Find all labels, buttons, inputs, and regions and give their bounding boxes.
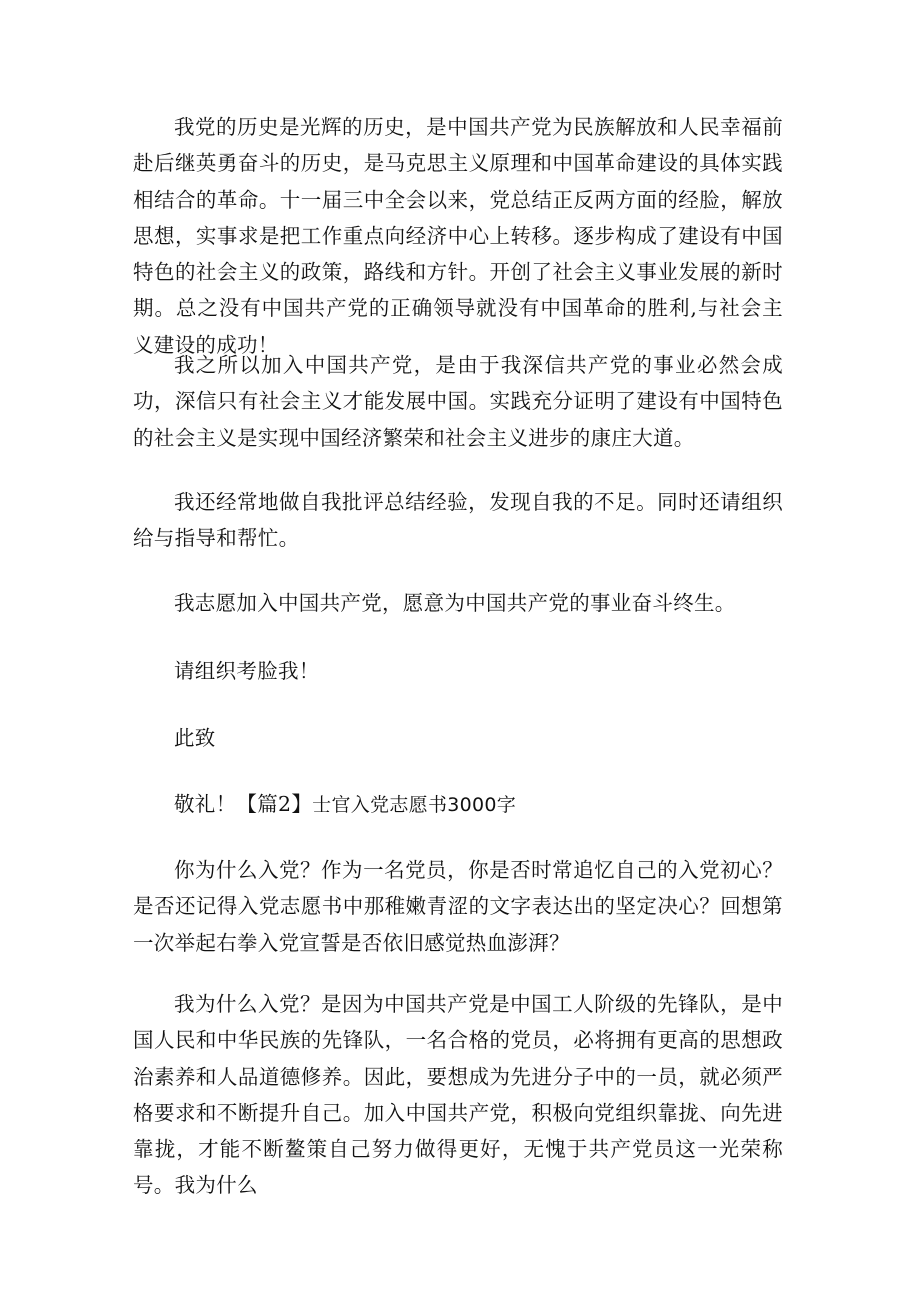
paragraph-ci-zhi: 此致	[174, 726, 216, 750]
salute-prefix: 敬礼！【篇2】	[174, 792, 313, 816]
paragraph-why-join-question: 你为什么入党？作为一名党员，你是否时常追忆自己的入党初心？是否还记得入党志愿书中那稚嫩青涩的文字表达出的坚定决心？回想第一次举起右拳入党宣誓是否依旧感觉热血澎湃？	[133, 858, 783, 955]
paragraph-party-history: 我党的历史是光辉的历史，是中国共产党为民族解放和人民幸福前赴后继英勇奋斗的历史，是马克思主义原理和中国革命建设的具体实践相结合的革命。十一届三中全会以来，党总结正反两方面的经脸，解放思想，实事求是把工作重点向经济中心上转移。逐步构成了建设有中国特色的社会主义的政策，路线和方针。开创了社会主义事业发展的新时期。总之没有中国共产党的正确领导就没有中国革命的胜利,与社会主义建设的成功！	[133, 115, 783, 357]
paragraph-request-test: 请组织考脸我！	[174, 659, 320, 683]
paragraph-reason-joining: 我之所以加入中国共产党，是由于我深信共产党的事业必然会成功，深信只有社会主义才能发展中国。实践充分证明了建设有中国特色的社会主义是实现中国经济繁荣和社会主义进步的康庄大道。	[133, 353, 783, 450]
paragraph-self-criticism: 我还经常地做自我批评总结经验，发现自我的不足。同时还请组织给与指导和帮忙。	[133, 490, 783, 551]
paragraph-why-join-answer: 我为什么入党？是因为中国共产党是中国工人阶级的先锋队，是中国人民和中华民族的先锋队，一名合格的党员，必将拥有更高的思想政治素养和人品道德修养。因此，要想成为先进分子中的一员，就必须严格要求和不断提升自己。加入中国共产党，积极向党组织靠拢、向先进靠拢，才能不断鳌策自己努力做得更好，无愧于共产党员这一光荣称号。我为什么	[133, 992, 783, 1198]
section-heading: 士官入党志愿书3000字	[312, 794, 517, 816]
salute-and-heading	[133, 786, 783, 823]
paragraph-volunteer: 我志愿加入中国共产党，愿意为中国共产党的事业奋斗终生。	[174, 591, 736, 615]
